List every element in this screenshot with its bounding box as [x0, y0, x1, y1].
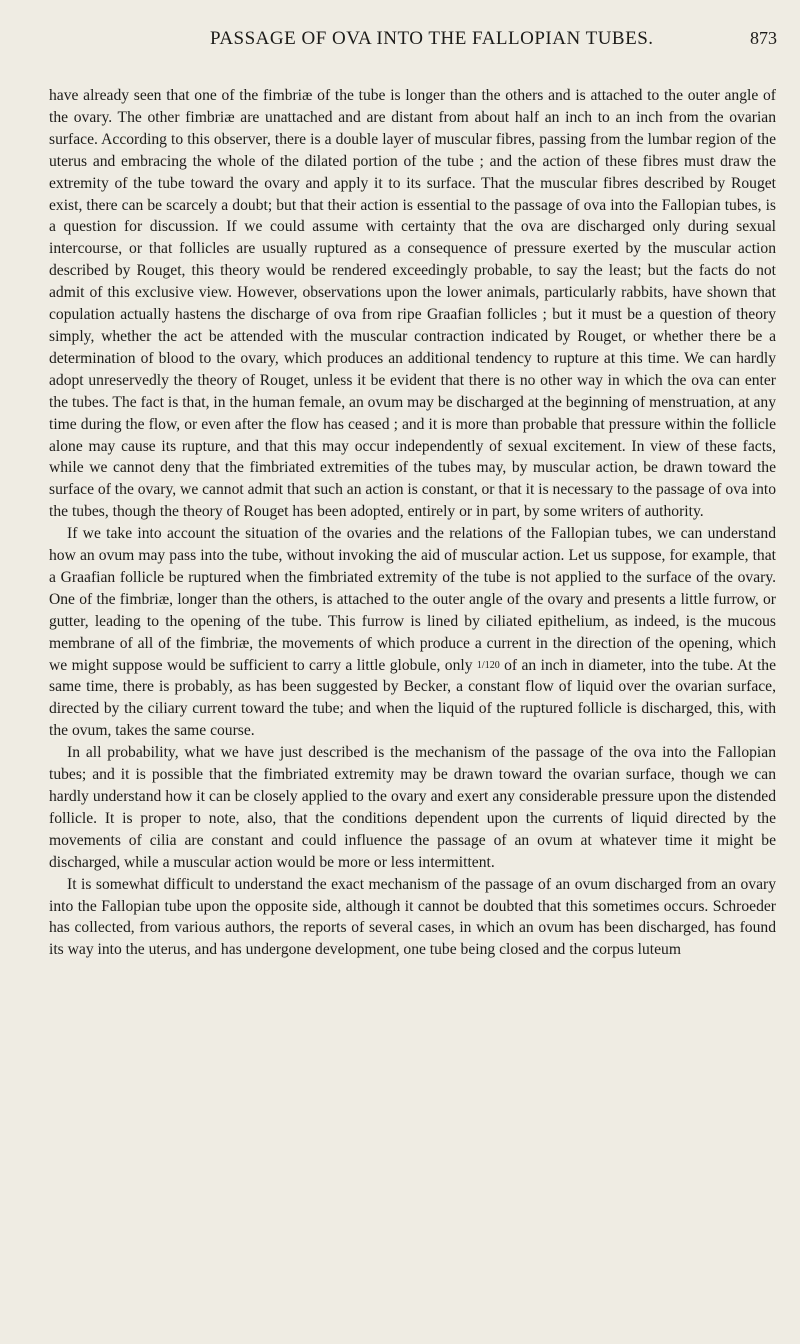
paragraph-1: have already seen that one of the fimbriæ of the tube is longer than the others and is attached to the outer angle of the ovary. The other fimbriæ are unattached and are distant from about half an inch to an inch from the ovarian surface. According to this observer, there is a double layer of muscular fibres, passing from the lumbar region of the uterus and embracing the whole of the dilated portion of the tube ; and the action of these fibres must draw the extremity of the tube toward the ovary and apply it to its surface. That the muscular fibres described by Rouget exist, there can be scarcely a doubt; but that their action is essential to the passage of ova into the Fallopian tubes, is a question for discussion. If we could assume with certainty that the ova are discharged only during sexual intercourse, or that follicles are usually ruptured as a consequence of pressure exerted by the muscular action described by Rouget, this theory would be rendered exceedingly probable, to say the least; but the facts do not admit of this exclusive view. However, observations upon the lower animals, particularly rabbits, have shown that copulation actually hastens the discharge of ova from ripe Graafian follicles ; but it must be a question of theory simply, whether the act be attended with the muscular contraction indicated by Rouget, or whether there be a determination of blood to the ovary, which produces an additional tendency to rupture at this time. We can hardly adopt unreservedly the theory of Rouget, unless it be evident that there is no other way in which the ova can enter the tubes. The fact is that, in the human female, an ovum may be discharged at the beginning of menstruation, at any time during the flow, or even after the flow has ceased ; and it is more than probable that pressure within the follicle alone may cause its rupture, and that this may occur independently of sexual excitement. In view of these facts, while we cannot deny that the fimbriated extremities of the tubes may, by muscular action, be drawn toward the surface of the ovary, we cannot admit that such an action is constant, or that it is necessary to the passage of ova into the tubes, though the theory of Rouget has been adopted, entirely or in part, by some writers of authority.	[49, 87, 776, 521]
paragraph-3: In all probability, what we have just described is the mechanism of the passage of the ova into the Fallopian tubes; and it is possible that the fimbriated extremity may be drawn toward the ovarian surface, though we can hardly understand how it can be closely applied to the ovary and exert any considerable pressure upon the distended follicle. It is proper to note, also, that the conditions dependent upon the currents of liquid directed by the movements of cilia are constant and could influence the passage of an ovum at whatever time it might be discharged, while a muscular action would be more or less intermittent.	[49, 744, 776, 871]
body-text	[49, 85, 776, 961]
running-head: PASSAGE OF OVA INTO THE FALLOPIAN TUBES.	[210, 28, 654, 49]
paragraph-2	[49, 523, 776, 742]
paragraph-4: It is somewhat difficult to understand the exact mechanism of the passage of an ovum discharged from an ovary into the Fallopian tube upon the opposite side, although it cannot be doubted that this sometimes occurs. Schroeder has collected, from various authors, the reports of several cases, in which an ovum has been discharged, has found its way into the uterus, and has undergone development, one tube being closed and the corpus luteum	[49, 875, 776, 959]
paragraph-2-part-2: of an inch in diameter, into the tube. At the same time, there is probably, as has been suggested by Becker, a constant flow of liquid over the ovarian surface, directed by the ciliary current toward the tube; and when the liquid of the ruptured follicle is discharged, this, with the ovum, takes the same course.	[49, 656, 777, 740]
fraction: 1/120	[476, 659, 500, 671]
page-number: 873	[750, 28, 777, 48]
paragraph-2-part-1: If we take into account the situation of the ovaries and the relations of the Fallopian tubes, we can understand how an ovum may pass into the tube, without invoking the aid of muscular action. Let us suppose, for example, that a Graafian follicle be ruptured when the fimbriated extremity of the tube is not applied to the surface of the ovary. One of the fimbriæ, longer than the others, is attached to the outer angle of the ovary and presents a little furrow, or gutter, leading to the opening of the tube. This furrow is lined by ciliated epithelium, as indeed, is the mucous membrane of all of the fimbriæ, the movements of which produce a current in the direction of the opening, which we might suppose would be sufficient to carry a little globule, only	[49, 525, 776, 674]
